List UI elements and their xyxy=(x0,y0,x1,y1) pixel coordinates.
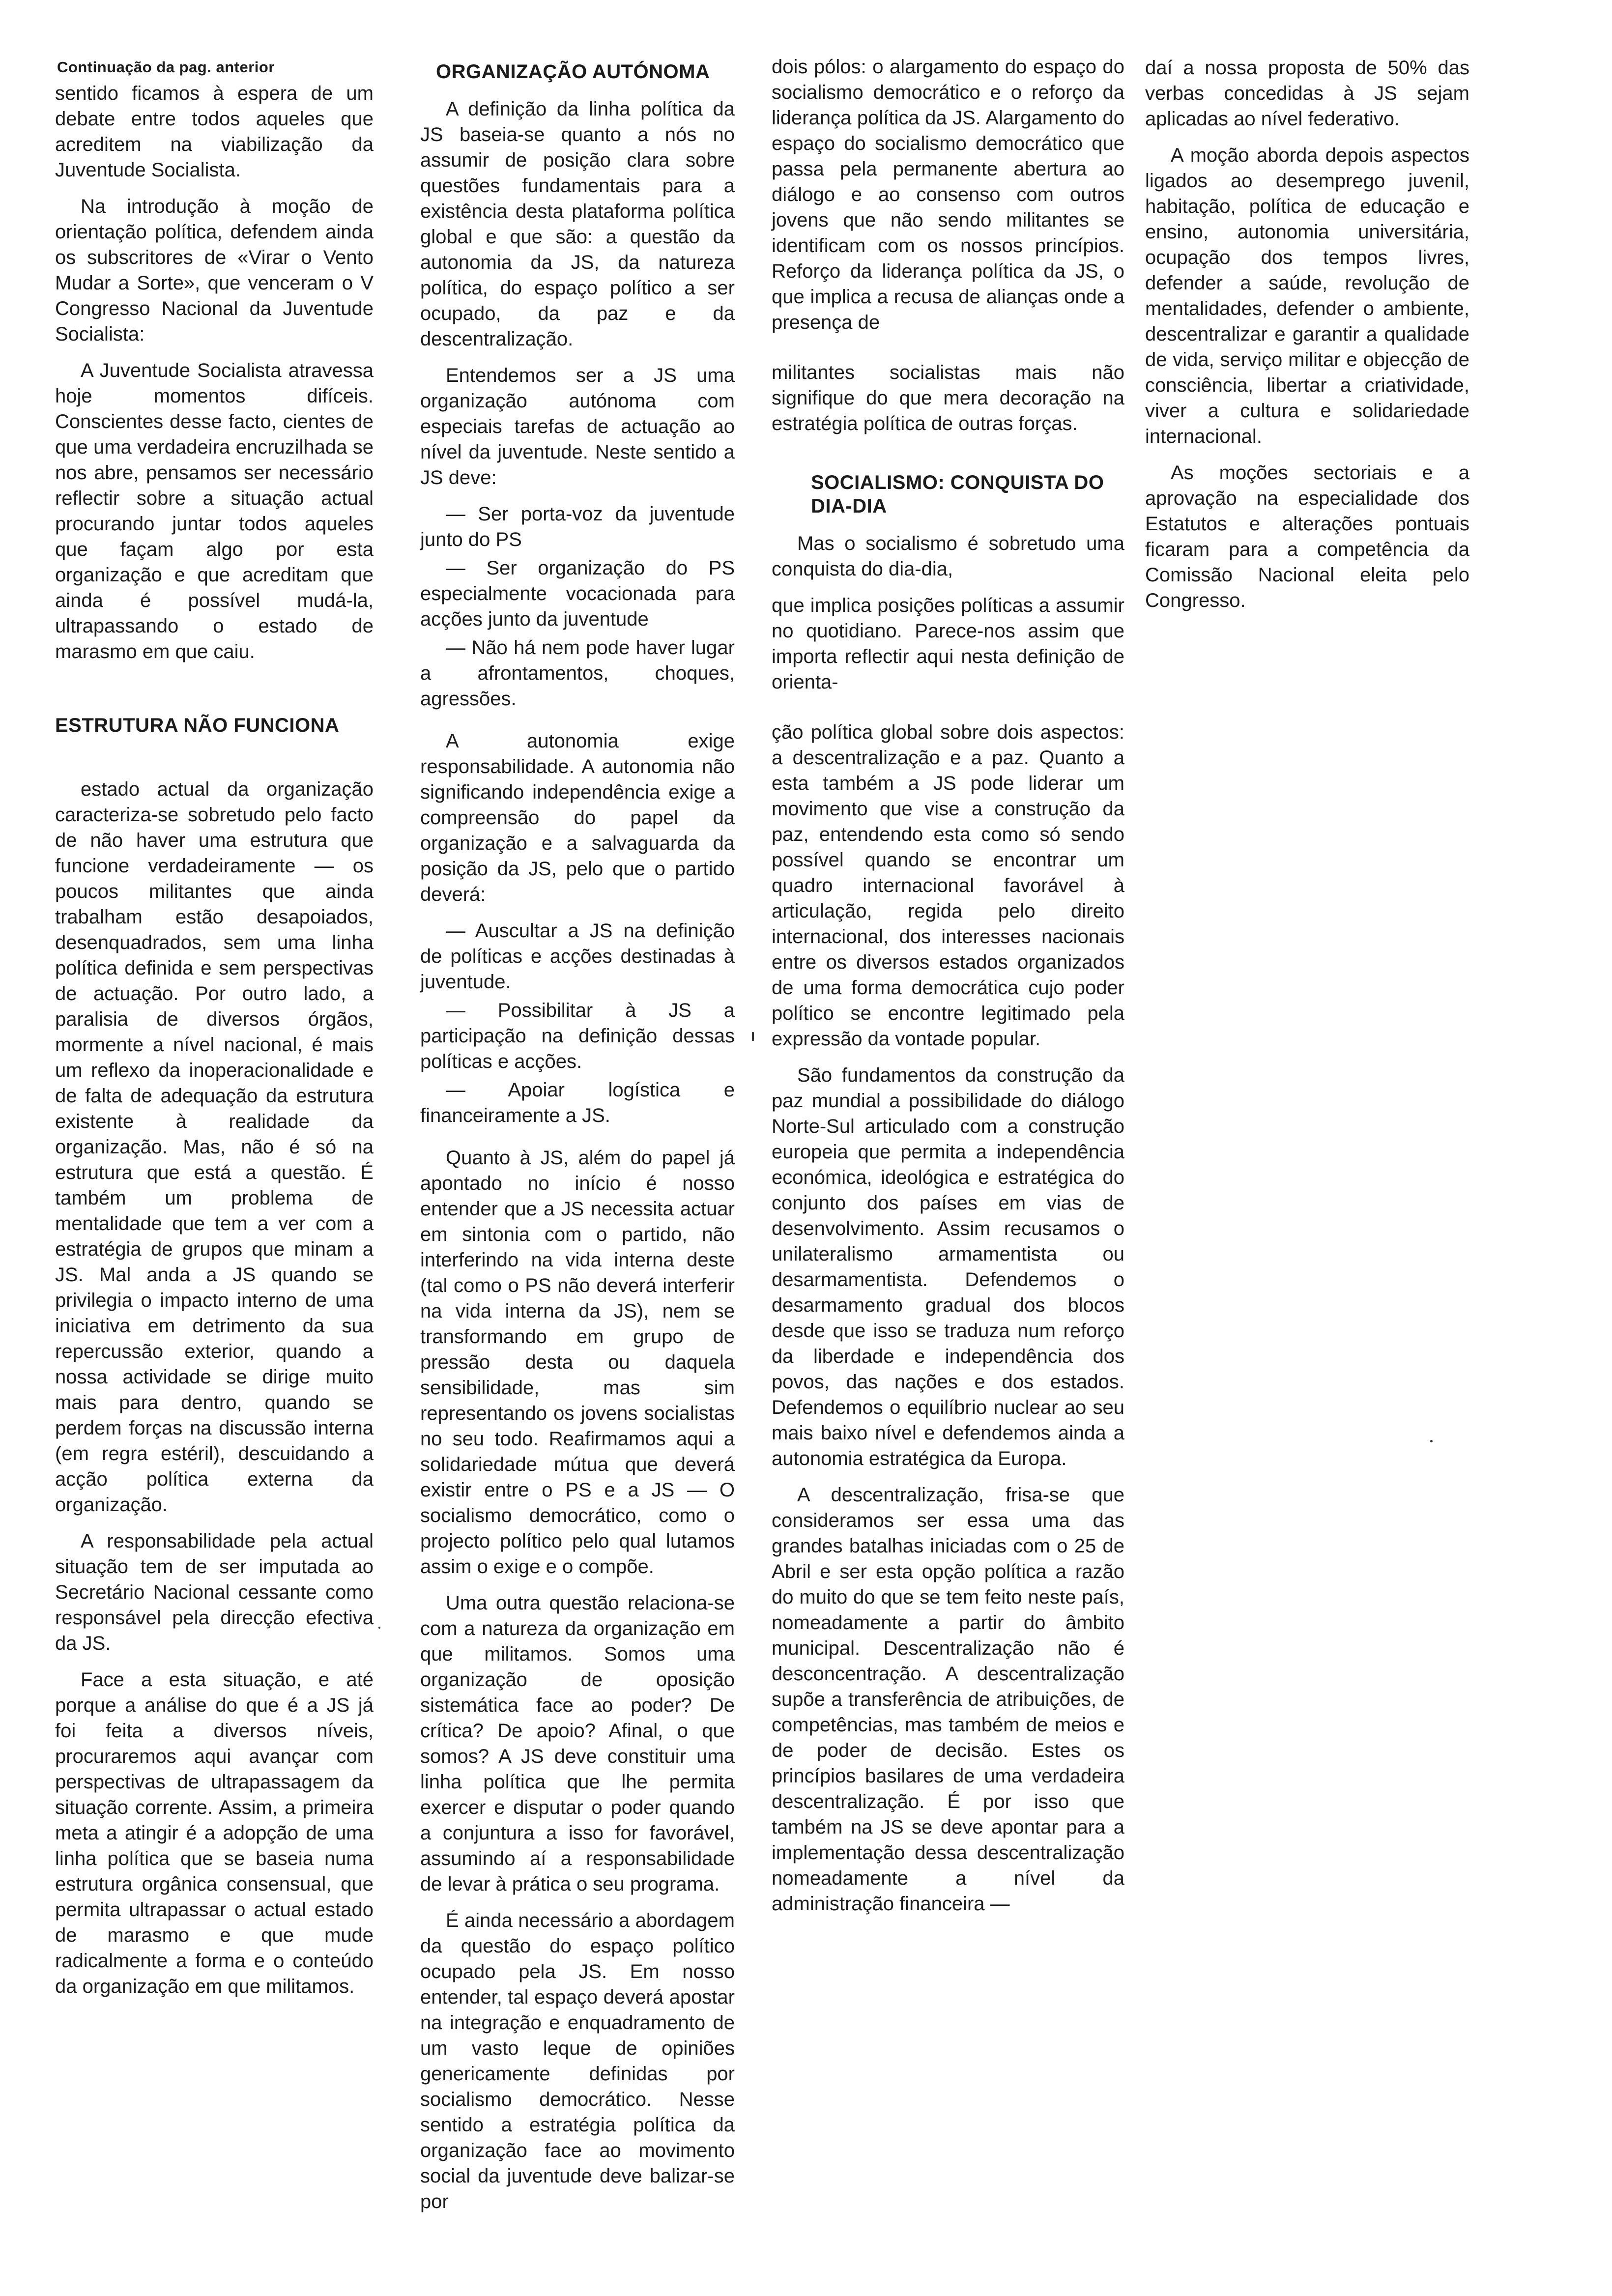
paragraph: Mas o socialismo é sobretudo uma conquista do dia-dia, xyxy=(772,533,1124,580)
paragraph: A Juventude Socialista atravessa hoje momentos difíceis. Conscientes desse facto, cientes de que uma verdadeira encruzilhada se nos abre, pensamos ser necessário reflectir sobre a situação actual procurando juntar todos aqueles que façam algo por esta organização e que acreditam que ainda é possível mudá-la, ultrapassando o estado de marasmo em que caiu. xyxy=(55,360,374,662)
list-item: — Apoiar logística e financeiramente a JS. xyxy=(420,1079,735,1126)
paragraph: As moções sectoriais e a aprovação na especialidade dos Estatutos e alterações pontuais ficaram para a competência da Comissão Nacional eleita pelo Congresso. xyxy=(1145,462,1469,611)
list-item: — Possibilitar à JS a participação na definição dessas políticas e acções. xyxy=(420,1000,735,1072)
scan-speck xyxy=(1430,1440,1433,1442)
paragraph: É ainda necessário a abordagem da questão do espaço político ocupado pela JS. Em nosso entender, tal espaço deverá apostar na integração e enquadramento de um vasto leque de opiniões genericamente definidas por socialismo democrático. Nesse sentido a estratégia política da organização face ao movimento social da juventude deve balizar-se por xyxy=(420,1910,735,2212)
column-3 xyxy=(772,54,1124,1927)
paragraph: Entendemos ser a JS uma organização autónoma com especiais tarefas de actuação ao nível da juventude. Neste sentido a JS deve: xyxy=(420,365,735,488)
paragraph: militantes socialistas mais não signifique do que mera decoração na estratégia política de outras forças. xyxy=(772,362,1124,434)
scan-speck xyxy=(752,1032,754,1041)
list-item: — Ser porta-voz da juventude junto do PS xyxy=(420,503,735,550)
column-4 xyxy=(1145,55,1469,624)
paragraph: Uma outra questão relaciona-se com a natureza da organização em que militamos. Somos uma organização de oposição sistemática face ao poder? De crítica? De apoio? Afinal, o que somos? A JS deve constituir uma linha política que lhe permita exercer e disputar o poder quando a conjuntura a isso for favorável, assumindo aí a responsabilidade de levar à prática o seu programa. xyxy=(420,1592,735,1895)
paragraph: daí a nossa proposta de 50% das verbas concedidas à JS sejam aplicadas ao nível federativo. xyxy=(1145,57,1469,130)
paragraph: A autonomia exige responsabilidade. A autonomia não significando independência exige a compreensão do papel da organização e a salvaguarda da posição da JS, pelo que o partido deverá: xyxy=(420,730,735,905)
paragraph: ção política global sobre dois aspectos: a descentralização e a paz. Quanto a esta também a JS pode liderar um movimento que vise a construção da paz, entendendo esta como só sendo possível quando se encontrar um quadro internacional favorável à articulação, regida pelo direito internacional, dos interesses nacionais entre os diversos estados organizados de uma forma democrática cujo poder político se encontre legitimado pela expressão da vontade popular. xyxy=(772,721,1124,1050)
paragraph: Na introdução à moção de orientação política, defendem ainda os subscritores de «Virar o Vento Mudar a Sorte», que venceram o V Congresso Nacional da Juventude Socialista: xyxy=(55,196,374,345)
list-item: — Ser organização do PS especialmente vocacionada para acções junto da juventude xyxy=(420,557,735,630)
paragraph: Face a esta situação, e até porque a análise do que é a JS já foi feita a diversos níveis, procuraremos aqui avançar com perspectivas de ultrapassagem da situação corrente. Assim, a primeira meta a atingir é a adopção de uma linha política que se baseia numa estrutura orgânica consensual, que permita ultrapassar o actual estado de marasmo e que mude radicalmente a forma e o conteúdo da organização em que militamos. xyxy=(55,1669,374,1997)
list-item: — Não há nem pode haver lugar a afrontamentos, choques, agressões. xyxy=(420,637,735,710)
column-1 xyxy=(55,58,374,2010)
section-heading-socialismo: SOCIALISMO: CONQUISTA DO DIA-DIA xyxy=(811,472,1104,517)
section-heading-organizacao: ORGANIZAÇÃO AUTÓNOMA xyxy=(436,61,710,83)
section-heading-estrutura: ESTRUTURA NÃO FUNCIONA xyxy=(55,715,340,736)
column-2 xyxy=(420,60,735,2225)
paragraph: estado actual da organização caracteriza-se sobretudo pelo facto de não haver uma estrutura que funcione verdadeiramente — os poucos militantes que ainda trabalham estão desapoiados, desenquadrados, sem uma linha política definida e sem perspectivas de actuação. Por outro lado, a paralisia de diversos órgãos, mormente a nível nacional, é mais um reflexo da inoperacionalidade e de falta de adequação da estrutura existente à realidade da organização. Mas, não é só na estrutura que está a questão. É também um problema de mentalidade que tem a ver com a estratégia de grupos que minam a JS. Mal anda a JS quando se privilegia o impacto interno de uma iniciativa em detrimento da sua repercussão exterior, quando a nossa actividade se dirige muito mais para dentro, quando se perdem forças na discussão interna (em regra estéril), descuidando a acção política externa da organização. xyxy=(55,778,374,1516)
paragraph: São fundamentos da construção da paz mundial a possibilidade do diálogo Norte-Sul articulado com a construção europeia que permita a independência económica, ideológica e estratégica do conjunto dos países em vias de desenvolvimento. Assim recusamos o unilateralismo armamentista ou desarmamentista. Defendemos o desarmamento gradual dos blocos desde que isso se traduza num reforço da liberdade e independência dos povos, das nações e dos estados. Defendemos o equilíbrio nuclear ao seu mais baixo nível e defendemos ainda a autonomia estratégica da Europa. xyxy=(772,1064,1124,1469)
scan-speck xyxy=(378,1627,380,1629)
paragraph: A definição da linha política da JS baseia-se quanto a nós no assumir de posição clara sobre questões fundamentais para a existência desta plataforma política global e que são: a questão da autonomia da JS, da natureza política, do espaço político a ser ocupado, da paz e da descentralização. xyxy=(420,98,735,350)
paragraph: A moção aborda depois aspectos ligados ao desemprego juvenil, habitação, política de educação e ensino, autonomia universitária, ocupação dos tempos livres, defender a saúde, revolução de mentalidades, defender o ambiente, descentralizar e garantir a qualidade de vida, serviço militar e objecção de consciência, libertar a criatividade, viver a cultura e solidariedade internacional. xyxy=(1145,144,1469,447)
list-item: — Auscultar a JS na definição de políticas e acções destinadas à juventude. xyxy=(420,920,735,993)
paragraph: sentido ficamos à espera de um debate entre todos aqueles que acreditem na viabilização da Juventude Socialista. xyxy=(55,83,374,181)
continuation-label: Continuação da pag. anterior xyxy=(57,58,275,76)
paragraph: A descentralização, frisa-se que consideramos ser essa uma das grandes batalhas iniciadas com o 25 de Abril e ser esta opção política a razão do muito do que se tem feito neste país, nomeadamente a partir do âmbito municipal. Descentralização não é desconcentração. A descentralização supõe a transferência de atribuições, de competências, mas também de meios e de poder de decisão. Estes os princípios basilares de uma verdadeira descentralização. É por isso que também na JS se deve apontar para a implementação dessa descentralização nomeadamente a nível da administração financeira — xyxy=(772,1484,1124,1915)
paragraph: Quanto à JS, além do papel já apontado no início é nosso entender que a JS necessita actuar em sintonia com o partido, não interferindo na vida interna deste (tal como o PS não deverá interferir na vida interna da JS), nem se transformando em grupo de pressão desta ou daquela sensibilidade, mas sim representando os jovens socialistas no seu todo. Reafirmamos aqui a solidariedade mútua que deverá existir entre o PS e a JS — O socialismo democrático, como o projecto político pelo qual lutamos assim o exige e o compõe. xyxy=(420,1147,735,1578)
paragraph: dois pólos: o alargamento do espaço do socialismo democrático e o reforço da liderança política da JS. Alargamento do espaço do socialismo democrático que passa pela permanente abertura ao diálogo e ao consenso com outros jovens que não sendo militantes se identificam com os nossos princípios. Reforço da liderança política da JS, o que implica a recusa de alianças onde a presença de xyxy=(772,56,1124,333)
paragraph: que implica posições políticas a assumir no quotidiano. Parece-nos assim que importa reflectir aqui nesta definição de orienta- xyxy=(772,595,1124,693)
paragraph: A responsabilidade pela actual situação tem de ser imputada ao Secretário Nacional cessante como responsável pela direcção efectiva da JS. xyxy=(55,1530,374,1654)
